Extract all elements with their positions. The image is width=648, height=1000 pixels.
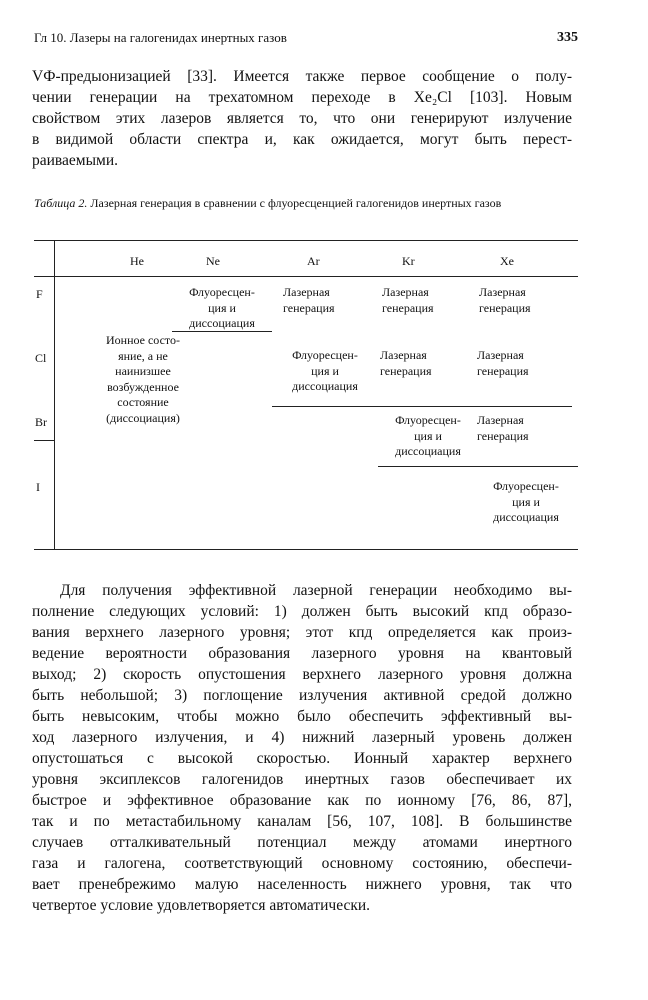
cell-f-xe xyxy=(479,285,531,316)
text-line: вания верхнего лазерного уровня; этот кпд определяется как произ- xyxy=(32,624,572,641)
text-line: четвертое условие удовлетворяется автоматически. xyxy=(32,897,371,914)
ionic-state-cell xyxy=(84,333,202,426)
text-line: вает пренебрежимо малую населенность нижнего уровня, так что xyxy=(32,876,572,893)
intro-paragraph xyxy=(32,66,572,171)
table-caption xyxy=(34,196,578,211)
row-label-f: F xyxy=(36,287,43,301)
cell-line: Флуоресцен- xyxy=(189,285,255,299)
row-label-br: Br xyxy=(35,415,47,429)
cell-i-xe xyxy=(474,479,578,526)
text-line: VФ-предыонизацией [33]. Имеется также первое сообщение о полу- xyxy=(32,68,572,85)
text-line: опустошаться с высокой скоростью. Ионный характер верхнего xyxy=(32,750,572,767)
cell-line: Флуоресцен- xyxy=(493,479,559,493)
cell-line: возбужденное xyxy=(107,379,179,394)
cell-line: Лазерная xyxy=(477,413,524,427)
cell-line: диссоциация xyxy=(292,379,358,393)
cell-line: ция и xyxy=(311,363,339,378)
cell-line: генерация xyxy=(380,363,432,378)
cell-line: генерация xyxy=(283,300,335,315)
cell-cl-ar xyxy=(275,348,375,395)
cell-br-xe xyxy=(477,413,529,444)
cell-line: ция и xyxy=(208,300,236,315)
table-bottom-rule xyxy=(34,549,578,550)
text-line: случаев отталкивательный потенциал между атомами инертного xyxy=(32,834,572,851)
cell-line: диссоциация xyxy=(189,316,255,330)
table-caption-label: Таблица 2. xyxy=(34,196,88,210)
cell-line: генерация xyxy=(479,300,531,315)
cell-line: диссоциация xyxy=(493,510,559,524)
running-header: Гл 10. Лазеры на галогенидах инертных газов xyxy=(34,30,287,45)
cell-line: Лазерная xyxy=(380,348,427,362)
text-line: так и по метастабильному каналам [56, 107, 108]. В большинстве xyxy=(32,813,572,830)
cell-f-ne xyxy=(172,285,272,332)
cell-line: Флуоресцен- xyxy=(395,413,461,427)
cell-f-kr xyxy=(382,285,434,316)
diagonal-step-rule xyxy=(272,406,372,407)
column-header-he: He xyxy=(130,254,144,268)
cell-line: состояние xyxy=(117,395,169,409)
row-label-cl: Cl xyxy=(35,351,47,365)
table-header-rule xyxy=(34,276,578,277)
table-caption-text: Лазерная генерация в сравнении с флуоресценцией галогенидов инертных газов xyxy=(90,196,502,210)
column-header-kr: Kr xyxy=(402,254,415,268)
column-header-ar: Ar xyxy=(307,254,320,268)
text-line: Для получения эффективной лазерной генерации необходимо вы- xyxy=(60,582,572,599)
text-line: в видимой области спектра и, как ожидается, могут быть перест- xyxy=(32,131,572,148)
text-line: полнение следующих условий: 1) должен быть высокий кпд образо- xyxy=(32,603,572,620)
cell-f-ar xyxy=(283,285,335,316)
cell-line: Лазерная xyxy=(382,285,429,299)
text-line: чении генерации на трехатомном переходе в Xe₂Cl [103]. Новым xyxy=(32,89,572,106)
cell-cl-xe xyxy=(477,348,529,379)
text-line: свойством этих лазеров является то, что они генерируют излучение xyxy=(32,110,572,127)
cell-line: наинизшее xyxy=(115,364,171,378)
cell-line: Лазерная xyxy=(283,285,330,299)
text-line: уровня эксиплексов галогенидов инертных газов обеспечивает их xyxy=(32,771,572,788)
cell-line: диссоциация xyxy=(395,444,461,458)
text-line: ход лазерного излучения, и 4) нижний лазерный уровень должен xyxy=(32,729,572,746)
cell-cl-kr xyxy=(380,348,432,379)
text-line: выход; 2) скорость опустошения верхнего лазерного уровня должна xyxy=(32,666,572,683)
row-label-divider xyxy=(54,240,55,549)
column-header-xe: Xe xyxy=(500,254,514,268)
cell-line: яние, а не xyxy=(118,348,168,363)
page-number: 335 xyxy=(557,30,578,45)
cell-line: Лазерная xyxy=(477,348,524,362)
cell-line: генерация xyxy=(477,363,529,378)
text-line: раиваемыми. xyxy=(32,152,118,169)
cell-line: Ионное состо- xyxy=(105,333,180,347)
cell-line: генерация xyxy=(477,428,529,443)
cell-line: ция и xyxy=(512,494,540,509)
text-line: ведение вероятности образования лазерного уровня на квантовый xyxy=(32,645,572,662)
cell-line: генерация xyxy=(382,300,434,315)
text-line: газа и галогена, соответствующий основному состоянию, обеспечи- xyxy=(32,855,572,872)
row-separator xyxy=(34,440,54,441)
cell-br-kr xyxy=(376,413,480,460)
row-label-i: I xyxy=(36,480,40,494)
cell-line: (диссоциация) xyxy=(106,410,180,425)
table-top-rule xyxy=(34,240,578,241)
diagonal-step-rule xyxy=(378,466,578,467)
diagonal-step-rule xyxy=(372,406,572,407)
text-line: быть невысоким, чтобы можно было обеспечить эффективный вы- xyxy=(32,708,572,725)
text-line: быть небольшой; 3) поглощение излучения активной средой должно xyxy=(32,687,572,704)
cell-line: Лазерная xyxy=(479,285,526,299)
text-line: быстрое и эффективное образование как по ионному [76, 86, 87], xyxy=(32,792,572,809)
body-paragraph xyxy=(32,580,572,916)
column-header-ne: Ne xyxy=(206,254,220,268)
cell-line: ция и xyxy=(414,428,442,443)
cell-line: Флуоресцен- xyxy=(292,348,358,362)
